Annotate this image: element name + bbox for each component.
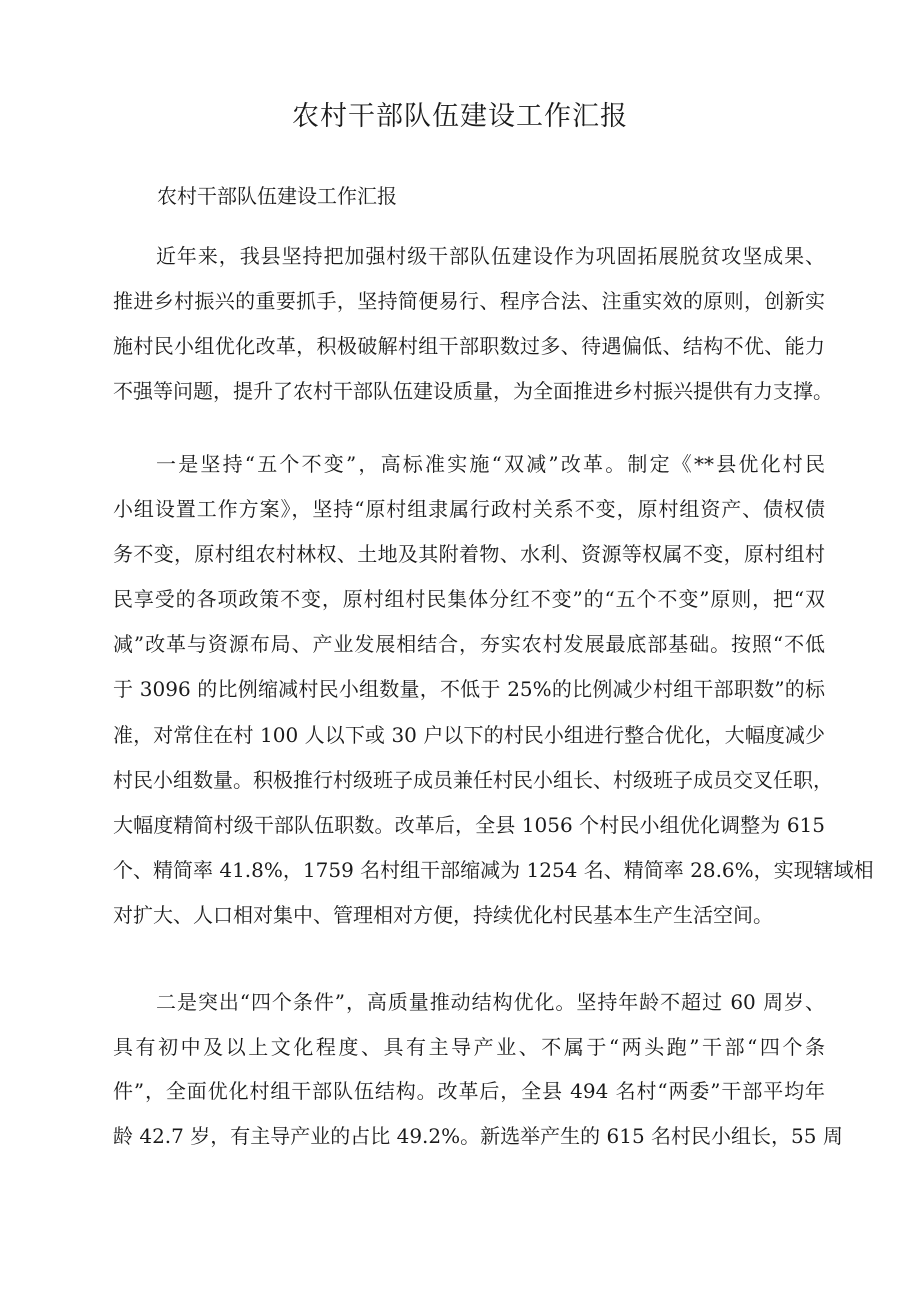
text-line: 近年来，我县坚持把加强村级干部队伍建设作为巩固拓展脱贫攻坚成果、	[156, 244, 825, 268]
text-line: 对扩大、人口相对集中、管理相对方便，持续优化村民基本生产生活空间。	[113, 902, 773, 927]
text-line: 减”改革与资源布局、产业发展相结合，夯实农村发展最底部基础。按照“不低	[113, 632, 825, 657]
paragraph-five-unchanged	[113, 442, 874, 938]
text-line: 大幅度精简村级干部队伍职数。改革后，全县 1056 个村民小组优化调整为 615	[113, 812, 825, 837]
text-line: 一是坚持“五个不变”，高标准实施“双减”改革。制定《**县优化村民	[156, 452, 825, 476]
text-line: 件”，全面优化村组干部队伍结构。改革后，全县 494 名村“两委”干部平均年	[113, 1079, 825, 1103]
text-line: 推进乡村振兴的重要抓手，坚持简便易行、程序合法、注重实效的原则，创新实	[113, 289, 825, 313]
text-line: 二是突出“四个条件”，高质量推动结构优化。坚持年龄不超过 60 周岁、	[156, 990, 825, 1014]
text-line: 不强等问题，提升了农村干部队伍建设质量，为全面推进乡村振兴提供有力支撑。	[113, 379, 833, 403]
document-subtitle: 农村干部队伍建设工作汇报	[157, 184, 397, 208]
text-line: 龄 42.7 岁，有主导产业的占比 49.2%。新选举产生的 615 名村民小组长，55 周	[113, 1123, 843, 1148]
paragraph-intro	[113, 234, 833, 414]
paragraph-four-conditions	[113, 980, 843, 1158]
text-line: 施村民小组优化改革，积极破解村组干部职数过多、待遇偏低、结构不优、能力	[113, 334, 825, 358]
text-line: 民享受的各项政策不变，原村组村民集体分红不变”的“五个不变”原则，把“双	[113, 587, 825, 612]
text-line: 小组设置工作方案》，坚持“原村组隶属行政村关系不变，原村组资产、债权债	[113, 497, 825, 522]
text-line: 个、精简率 41.8%，1759 名村组干部缩减为 1254 名、精简率 28.6%，实现辖域相	[113, 857, 874, 882]
text-line: 具有初中及以上文化程度、具有主导产业、不属于“两头跑”干部“四个条	[113, 1034, 825, 1059]
text-line: 准，对常住在村 100 人以下或 30 户以下的村民小组进行整合优化，大幅度减少	[113, 722, 825, 747]
text-line: 村民小组数量。积极推行村级班子成员兼任村民小组长、村级班子成员交叉任职，	[113, 767, 833, 792]
text-line: 务不变，原村组农村林权、土地及其附着物、水利、资源等权属不变，原村组村	[113, 542, 825, 567]
document-title: 农村干部队伍建设工作汇报	[292, 101, 628, 132]
text-line: 于 3096 的比例缩减村民小组数量，不低于 25%的比例减少村组干部职数”的标	[113, 677, 825, 702]
